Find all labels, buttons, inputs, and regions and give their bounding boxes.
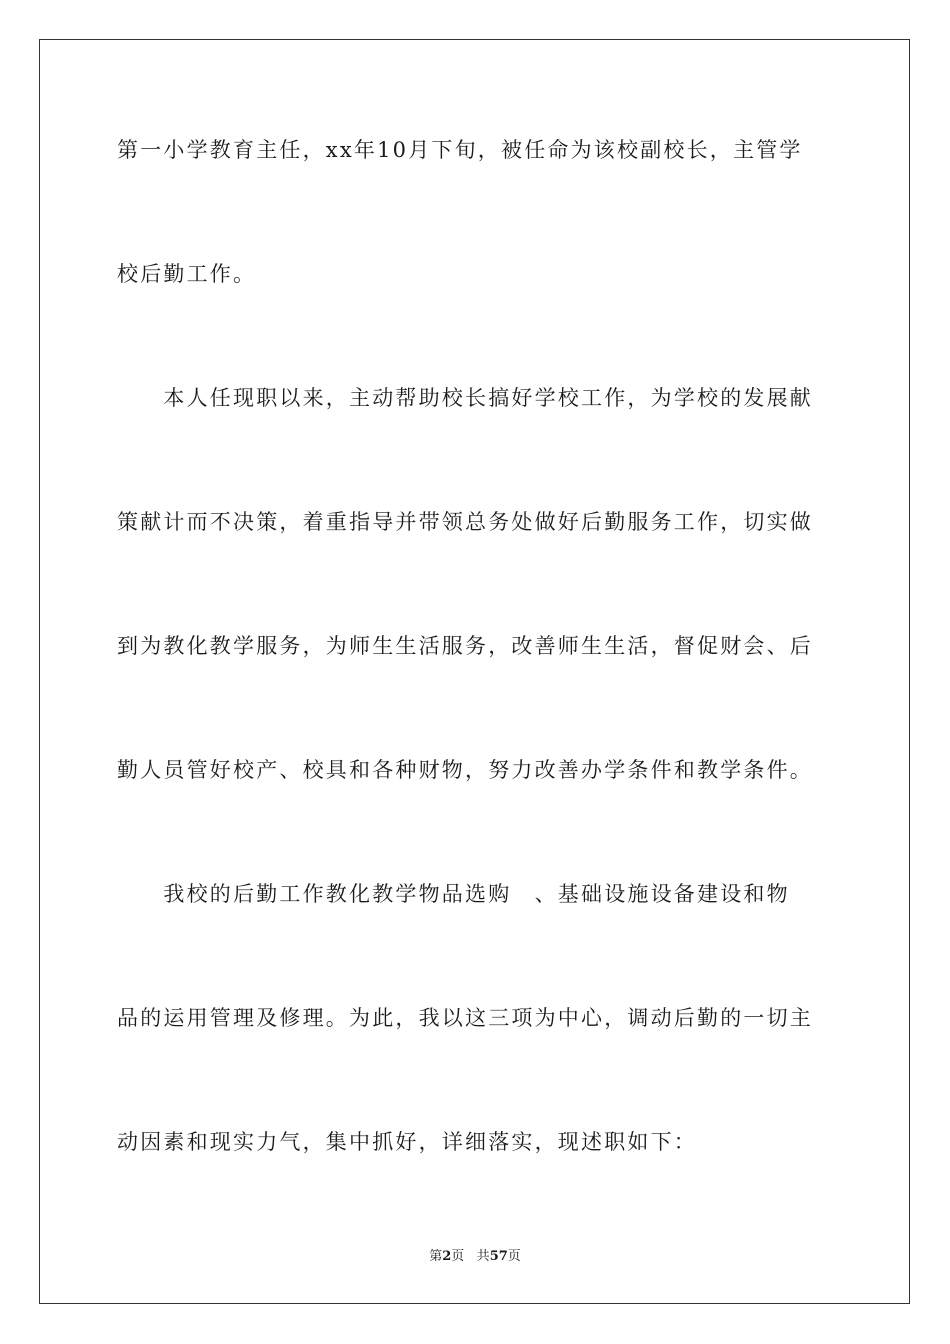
footer-total-pages: 57 [489,1249,508,1264]
body-line-6: 勤人员管好校产、校具和各种财物，努力改善办学条件和教学条件。 [117,758,813,782]
body-line-3: 本人任现职以来，主动帮助校长搞好学校工作，为学校的发展献 [117,386,813,410]
body-line-8: 品的运用管理及修理。为此，我以这三项为中心，调动后勤的一切主 [117,1006,813,1030]
footer-page-prefix: 第 [429,1249,443,1264]
page-footer [0,1248,950,1266]
footer-total-prefix: 共 [476,1249,490,1264]
footer-page-number: 2 [442,1249,452,1264]
page-border [39,39,910,1304]
body-line-9: 动因素和现实力气，集中抓好，详细落实，现述职如下： [117,1130,697,1154]
body-line-1: 第一小学教育主任，xx年10月下旬，被任命为该校副校长，主管学 [117,138,803,162]
footer-page-suffix: 页 [451,1249,465,1264]
body-line-7: 我校的后勤工作教化教学物品选购 、基础设施设备建设和物 [117,882,790,906]
body-line-5: 到为教化教学服务，为师生生活服务，改善师生生活，督促财会、后 [117,634,813,658]
body-line-4: 策献计而不决策，着重指导并带领总务处做好后勤服务工作，切实做 [117,510,813,534]
footer-total-suffix: 页 [507,1249,521,1264]
body-line-2: 校后勤工作。 [117,262,257,286]
